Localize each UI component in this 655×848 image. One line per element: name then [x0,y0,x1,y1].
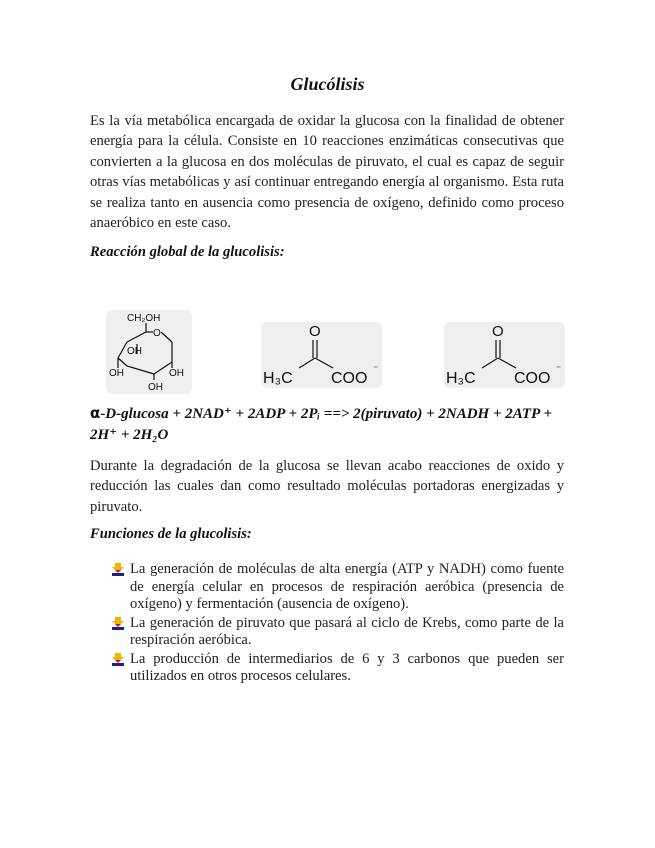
methyl-label: H₃C [263,370,293,387]
glucose-structure-drawing [106,310,192,394]
function-item-text: La generación de moléculas de alta energía (ATP y NADH) como fuente de energía celular en procesos de respiración aeróbica (presencia de oxígeno) y fermentación (ausencia de oxígeno). [130,561,564,612]
global-reaction-heading: Reacción global de la glucolisis: [90,244,285,260]
svg-text:⁻: ⁻ [373,364,379,375]
function-item-text: La generación de piruvato que pasará al ciclo de Krebs, como parte de la respiración aeróbica. [130,614,564,648]
function-item-text: La producción de intermediarios de 6 y 3 carbonos que pueden ser utilizados en otros procesos celulares. [130,650,564,684]
list-item [112,615,564,650]
carbonyl-oxygen-label: O [492,323,504,340]
ring-oxygen-label: O [153,328,161,339]
pyruvate-structure-image [261,322,382,388]
carbonyl-oxygen-label: O [309,323,321,340]
oh-label: OH [127,346,142,357]
oh-label: OH [109,368,124,379]
glucose-structure-image [106,310,192,394]
global-reaction-equation [90,403,570,446]
carboxylate-label: COO [331,370,368,387]
page-title: Glucólisis [290,74,365,94]
svg-text:⁻: ⁻ [556,364,562,375]
intro-paragraph: Es la vía metabólica encargada de oxidar la glucosa con la finalidad de obtener energía para la célula. Consiste en 10 reacciones enzimáticas consecutivas que convierten a la glucosa en dos moléculas de piruvato, el cual es capaz de seguir otras vías metabólicas y así continuar entregando energía al organismo. Esta ruta se realiza tanto en ausencia como presencia de oxígeno, definido como proceso anaeróbico en este caso. [90,113,564,232]
oh-label: OH [148,382,163,393]
pyruvate-structure-drawing [261,322,382,388]
list-item [112,561,564,614]
arrow-bullet-icon [112,653,124,666]
ch2oh-label: CH₂OH [127,313,161,324]
carboxylate-label: COO [514,370,551,387]
methyl-label: H₃C [446,370,476,387]
redox-paragraph: Durante la degradación de la glucosa se llevan acabo reacciones de oxido y reducción las cuales dan como resultado moléculas portadoras energizadas y piruvato. [90,458,564,515]
alpha-symbol: α [90,404,101,422]
equation-text: -D-glucosa + 2NAD⁺ + 2ADP + 2Pᵢ ==> 2(piruvato) + 2NADH + 2ATP + 2H⁺ + 2H₂O [90,406,552,443]
pyruvate-structure-image [444,322,565,388]
oh-label: OH [169,368,184,379]
functions-list [112,561,564,687]
pyruvate-structure-drawing [444,322,565,388]
functions-heading: Funciones de la glucolisis: [90,526,252,542]
list-item [112,651,564,686]
arrow-bullet-icon [112,563,124,576]
arrow-bullet-icon [112,617,124,630]
